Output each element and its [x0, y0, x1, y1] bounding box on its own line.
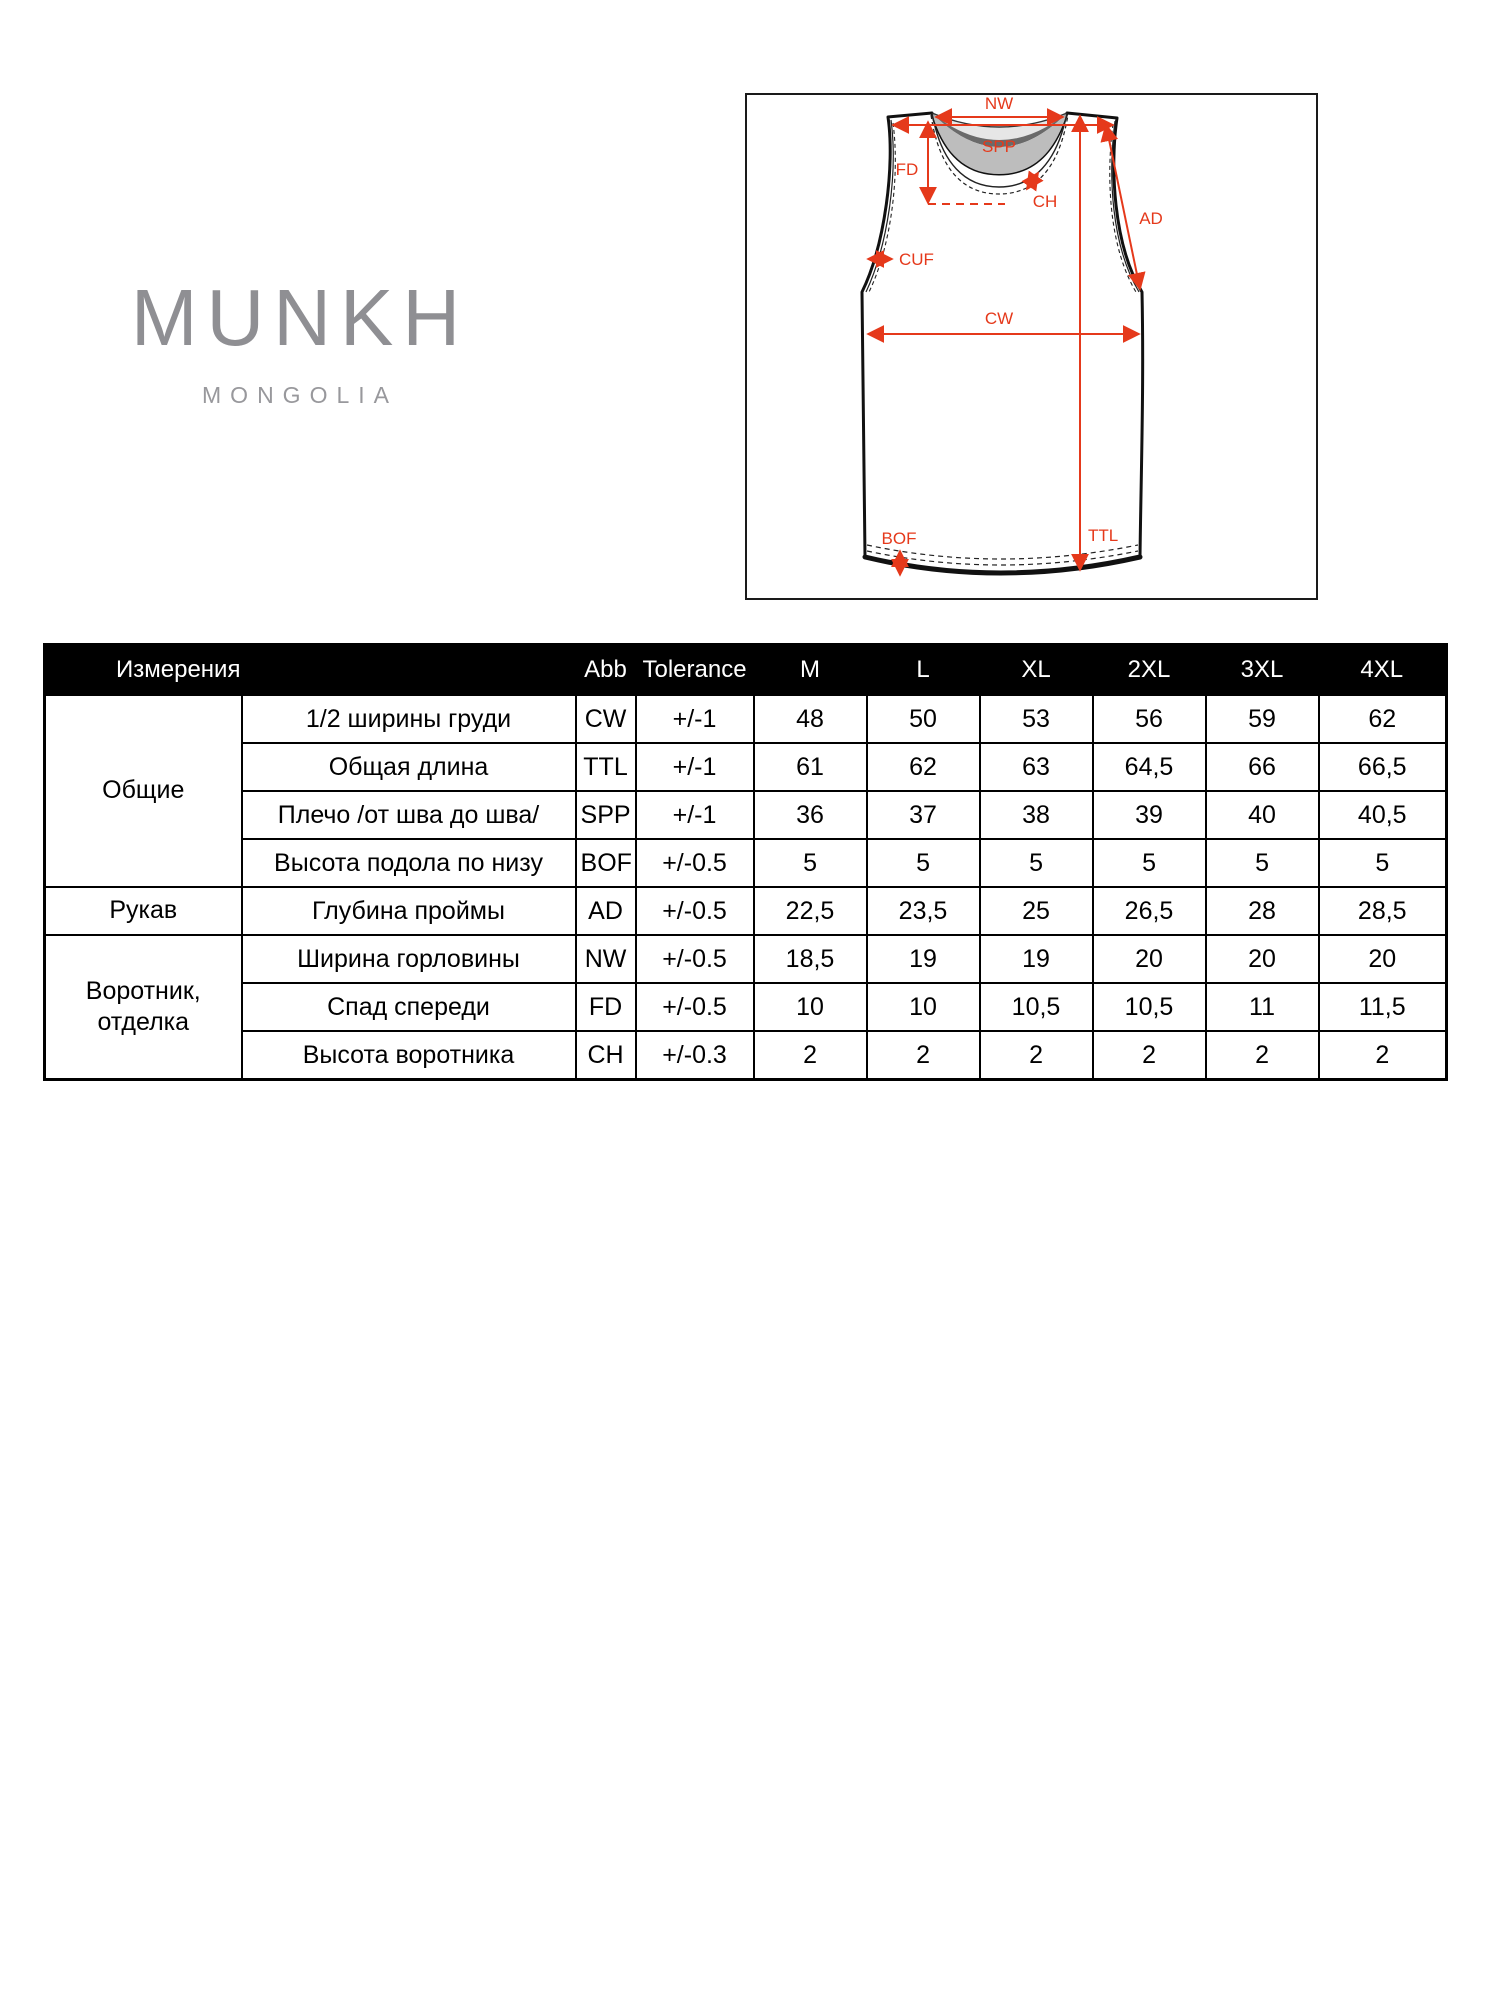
- value-cell: 20: [1093, 935, 1206, 983]
- tolerance-cell: +/-1: [636, 743, 754, 791]
- abb-cell: NW: [576, 935, 636, 983]
- value-cell: 61: [754, 743, 867, 791]
- tolerance-cell: +/-1: [636, 695, 754, 743]
- value-cell: 2: [867, 1031, 980, 1080]
- tolerance-cell: +/-0.5: [636, 983, 754, 1031]
- value-cell: 38: [980, 791, 1093, 839]
- abb-cell: TTL: [576, 743, 636, 791]
- measurement-name: Высота подола по низу: [242, 839, 576, 887]
- value-cell: 5: [1093, 839, 1206, 887]
- value-cell: 5: [1206, 839, 1319, 887]
- value-cell: 66: [1206, 743, 1319, 791]
- abb-cell: CH: [576, 1031, 636, 1080]
- table-row: [45, 839, 1447, 887]
- measurement-name: Глубина проймы: [242, 887, 576, 935]
- measurement-name: 1/2 ширины груди: [242, 695, 576, 743]
- measurement-name: Общая длина: [242, 743, 576, 791]
- cw-label: CW: [984, 309, 1014, 328]
- col-header-measurements: Измерения: [45, 645, 576, 696]
- nw-label: NW: [984, 95, 1014, 113]
- value-cell: 40,5: [1319, 791, 1447, 839]
- value-cell: 23,5: [867, 887, 980, 935]
- value-cell: 11: [1206, 983, 1319, 1031]
- tolerance-cell: +/-0.5: [636, 887, 754, 935]
- value-cell: 36: [754, 791, 867, 839]
- tolerance-cell: +/-1: [636, 791, 754, 839]
- tolerance-cell: +/-0.5: [636, 839, 754, 887]
- fd-label: FD: [895, 160, 919, 179]
- value-cell: 66,5: [1319, 743, 1447, 791]
- value-cell: 18,5: [754, 935, 867, 983]
- value-cell: 28: [1206, 887, 1319, 935]
- value-cell: 20: [1206, 935, 1319, 983]
- table-row: [45, 983, 1447, 1031]
- value-cell: 19: [867, 935, 980, 983]
- col-header-size-4xl: 4XL: [1319, 645, 1447, 696]
- value-cell: 28,5: [1319, 887, 1447, 935]
- bof-label: BOF: [881, 529, 917, 548]
- value-cell: 5: [1319, 839, 1447, 887]
- value-cell: 19: [980, 935, 1093, 983]
- value-cell: 22,5: [754, 887, 867, 935]
- abb-cell: FD: [576, 983, 636, 1031]
- table-header-row: [45, 645, 1447, 696]
- ad-label: AD: [1139, 209, 1163, 228]
- table-row: [45, 743, 1447, 791]
- table-row: [45, 935, 1447, 983]
- abb-cell: BOF: [576, 839, 636, 887]
- abb-cell: CW: [576, 695, 636, 743]
- abb-cell: SPP: [576, 791, 636, 839]
- brand-subtitle: MONGOLIA: [202, 382, 398, 408]
- value-cell: 62: [867, 743, 980, 791]
- value-cell: 2: [1319, 1031, 1447, 1080]
- value-cell: 37: [867, 791, 980, 839]
- brand-logo: [120, 273, 480, 409]
- value-cell: 5: [754, 839, 867, 887]
- col-header-size-m: M: [754, 645, 867, 696]
- group-cell-sleeve: Рукав: [45, 887, 242, 935]
- value-cell: 39: [1093, 791, 1206, 839]
- value-cell: 40: [1206, 791, 1319, 839]
- value-cell: 59: [1206, 695, 1319, 743]
- value-cell: 64,5: [1093, 743, 1206, 791]
- measurement-name: Высота воротника: [242, 1031, 576, 1080]
- table-row: [45, 1031, 1447, 1080]
- value-cell: 56: [1093, 695, 1206, 743]
- value-cell: 62: [1319, 695, 1447, 743]
- abb-cell: AD: [576, 887, 636, 935]
- value-cell: 53: [980, 695, 1093, 743]
- col-header-abb: Abb: [576, 645, 636, 696]
- cuf-label: CUF: [899, 250, 934, 269]
- value-cell: 50: [867, 695, 980, 743]
- spp-label: SPP: [981, 137, 1017, 156]
- table-row: [45, 791, 1447, 839]
- value-cell: 20: [1319, 935, 1447, 983]
- value-cell: 5: [980, 839, 1093, 887]
- value-cell: 63: [980, 743, 1093, 791]
- measurement-name: Ширина горловины: [242, 935, 576, 983]
- ch-label: CH: [1032, 192, 1058, 211]
- table-row: [45, 887, 1447, 935]
- value-cell: 26,5: [1093, 887, 1206, 935]
- value-cell: 10: [754, 983, 867, 1031]
- ttl-label: TTL: [1088, 526, 1119, 545]
- brand-name: MUNKH: [130, 273, 470, 362]
- tank-body-outline: [862, 113, 1143, 573]
- tolerance-cell: +/-0.5: [636, 935, 754, 983]
- measurement-name: Спад спереди: [242, 983, 576, 1031]
- group-cell-general: Общие: [45, 695, 242, 887]
- value-cell: 48: [754, 695, 867, 743]
- col-header-size-l: L: [867, 645, 980, 696]
- value-cell: 25: [980, 887, 1093, 935]
- value-cell: 10: [867, 983, 980, 1031]
- value-cell: 10,5: [980, 983, 1093, 1031]
- tolerance-cell: +/-0.3: [636, 1031, 754, 1080]
- value-cell: 2: [1093, 1031, 1206, 1080]
- value-cell: 10,5: [1093, 983, 1206, 1031]
- col-header-tolerance: Tolerance: [636, 645, 754, 696]
- value-cell: 2: [980, 1031, 1093, 1080]
- value-cell: 2: [1206, 1031, 1319, 1080]
- col-header-size-xl: XL: [980, 645, 1093, 696]
- col-header-size-2xl: 2XL: [1093, 645, 1206, 696]
- size-table: [43, 643, 1448, 1081]
- value-cell: 2: [754, 1031, 867, 1080]
- value-cell: 5: [867, 839, 980, 887]
- tank-top-drawing: [747, 95, 1316, 598]
- measurement-name: Плечо /от шва до шва/: [242, 791, 576, 839]
- group-cell-collar: Воротник, отделка: [45, 935, 242, 1080]
- table-row: [45, 695, 1447, 743]
- value-cell: 11,5: [1319, 983, 1447, 1031]
- garment-diagram: [745, 93, 1318, 600]
- col-header-size-3xl: 3XL: [1206, 645, 1319, 696]
